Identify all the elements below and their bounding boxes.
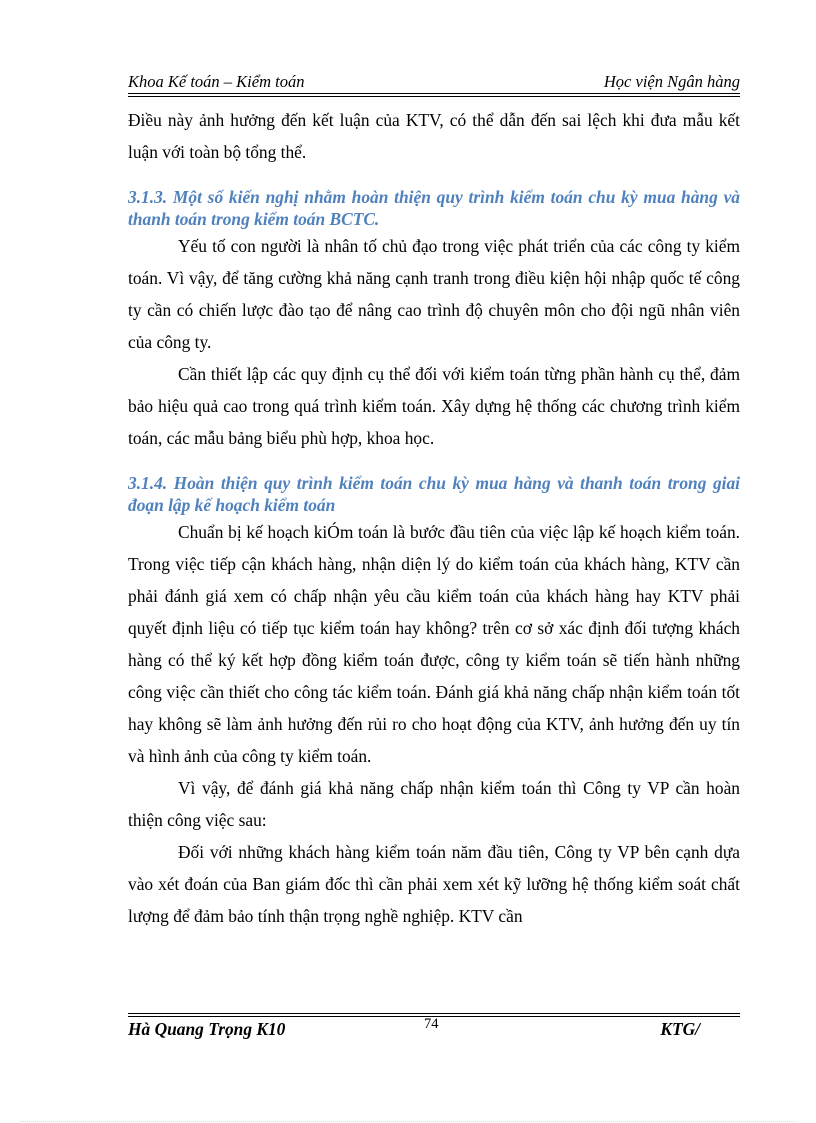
paragraph-4: Chuẩn bị kế hoạch kiÓm toán là bước đầu tiên của việc lập kế hoạch kiểm toán. Trong việc tiếp cận khách hàng, nhận diện lý do kiểm toán của khách hàng, KTV cần phải đánh giá xem có chấp nhận yêu cầu kiểm toán của khách hàng hay KTV phải quyết định liệu có tiếp tục kiểm toán hay không? trên cơ sở xác định đối tượng khách hàng có thể ký kết hợp đồng kiểm toán được, công ty kiểm toán sẽ tiến hành những công việc cần thiết cho công tác kiểm toán. Đánh giá khả năng chấp nhận kiểm toán tốt hay không sẽ làm ảnh hưởng đến rủi ro cho hoạt động của KTV, ảnh hưởng đến uy tín và hình ảnh của công ty kiểm toán. <box>128 522 740 766</box>
section-heading-3-1-3: 3.1.3. Một số kiến nghị nhằm hoàn thiện quy trình kiểm toán chu kỳ mua hàng và thanh toán trong kiểm toán BCTC. <box>128 187 740 229</box>
paragraph-2: Yếu tố con người là nhân tố chủ đạo trong việc phát triển của các công ty kiểm toán. Vì vậy, để tăng cường khả năng cạnh tranh trong điều kiện hội nhập quốc tế công ty cần có chiến lược đào tạo để nâng cao trình độ chuyên môn cho đội ngũ nhân viên của công ty. <box>128 236 740 352</box>
footer-divider <box>128 1013 740 1014</box>
page-bottom-edge <box>20 1121 796 1122</box>
footer-class-code: KTG/ <box>660 1019 700 1039</box>
header-divider <box>128 93 740 94</box>
header-faculty: Khoa Kế toán – Kiểm toán <box>128 72 305 91</box>
section-heading-3-1-4: 3.1.4. Hoàn thiện quy trình kiểm toán chu kỳ mua hàng và thanh toán trong giai đoạn lập kế hoạch kiểm toán <box>128 473 740 515</box>
paragraph-5: Vì vậy, để đánh giá khả năng chấp nhận kiểm toán thì Công ty VP cần hoàn thiện công việc sau: <box>128 778 740 830</box>
paragraph-1: Điều này ảnh hưởng đến kết luận của KTV, có thể dẫn đến sai lệch khi đưa mẫu kết luận với toàn bộ tổng thể. <box>128 110 740 162</box>
paragraph-3: Cần thiết lập các quy định cụ thể đối với kiểm toán từng phần hành cụ thể, đảm bảo hiệu quả cao trong quá trình kiểm toán. Xây dựng hệ thống các chương trình kiểm toán, các mẫu bảng biểu phù hợp, khoa học. <box>128 364 740 448</box>
footer-author: Hà Quang Trọng K10 <box>128 1019 286 1039</box>
page-number: 74 <box>424 1016 439 1032</box>
header-institution: Học viện Ngân hàng <box>603 72 740 91</box>
paragraph-6: Đối với những khách hàng kiểm toán năm đầu tiên, Công ty VP bên cạnh dựa vào xét đoán của Ban giám đốc thì cần phải xem xét kỹ lưỡng hệ thống kiểm soát chất lượng để đảm bảo tính thận trọng nghề nghiệp. KTV cần <box>128 842 740 926</box>
header-divider-secondary <box>128 96 740 97</box>
document-body <box>128 104 740 932</box>
